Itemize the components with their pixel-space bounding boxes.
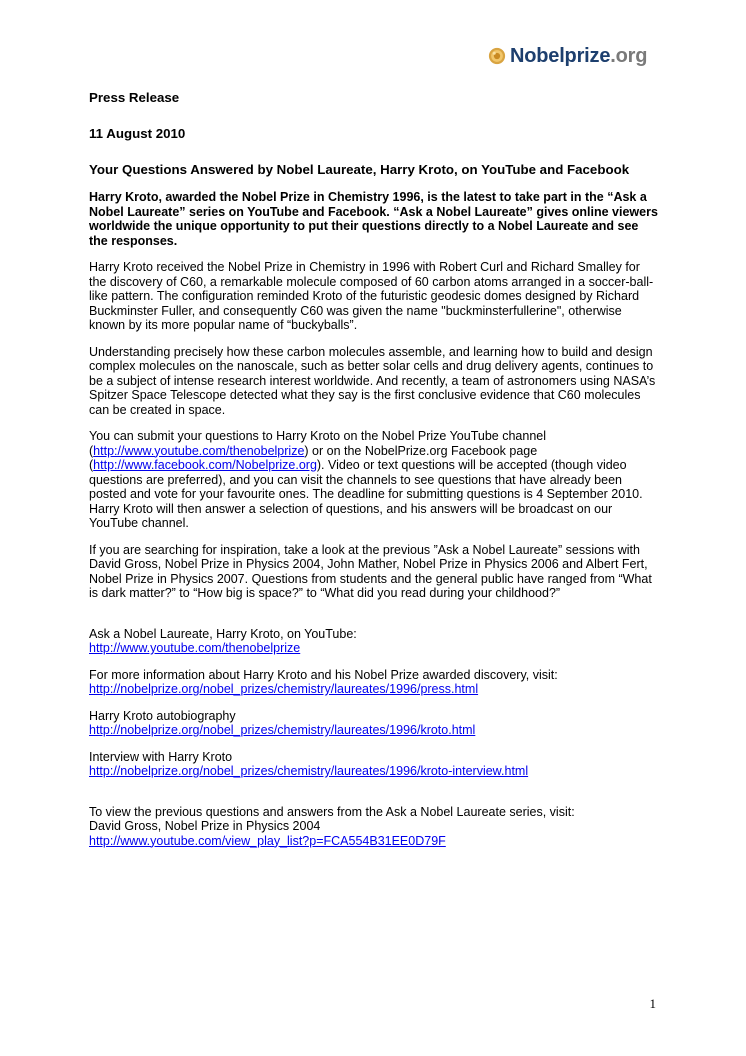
paragraph-inspiration: If you are searching for inspiration, take a look at the previous ”Ask a Nobel Laureate” sessions with David Gross, Nobel Prize in Physics 2004, John Mather, Nobel Prize in Physics 2006 and Albert Fert, Nobel Prize in Physics 2007. Questions from students and the general public have ranged from “What is dark matter?” to “How big is space?” to “What did you read during your childhood?” — [89, 542, 652, 600]
reference-interview — [89, 750, 659, 779]
nobelprize-logo[interactable] — [488, 44, 647, 68]
reference-autobiography — [89, 709, 659, 738]
paragraph-submit — [89, 429, 659, 531]
logo-text — [510, 45, 647, 68]
reference-youtube — [89, 627, 659, 656]
previous-playlist-link[interactable]: http://www.youtube.com/view_play_list?p=FCA554B31EE0D79F — [89, 833, 446, 848]
press-release-label: Press Release — [89, 90, 180, 105]
release-date: 11 August 2010 — [89, 126, 186, 141]
reference-link-youtube[interactable]: http://www.youtube.com/thenobelprize — [89, 641, 301, 655]
reference-link-autobiography[interactable]: http://nobelprize.org/nobel_prizes/chemistry/laureates/1996/kroto.html — [89, 723, 476, 737]
spacer — [89, 791, 659, 805]
paragraph-discovery: Harry Kroto received the Nobel Prize in Chemistry in 1996 with Robert Curl and Richard Smalley for the discovery of C60, a remarkable molecule composed of 60 carbon atoms arranged in a soccer-ball-like pattern. The configuration reminded Kroto of the futuristic geodesic domes designed by Richard Buckminster Fuller, and consequently C60 was given the name "buckminsterfullerine", otherwise known by its more popular name of “buckyballs”. — [89, 260, 654, 332]
reference-link-interview[interactable]: http://nobelprize.org/nobel_prizes/chemistry/laureates/1996/kroto-interview.html — [89, 764, 529, 778]
lead-paragraph: Harry Kroto, awarded the Nobel Prize in Chemistry 1996, is the latest to take part in the “Ask a Nobel Laureate” series on YouTube and Facebook. “Ask a Nobel Laureate” gives online viewers worldwide the unique opportunity to put their questions directly to a Nobel Laureate and see the responses. — [89, 190, 658, 248]
youtube-channel-link[interactable]: http://www.youtube.com/thenobelprize — [93, 443, 305, 458]
reference-press — [89, 668, 659, 697]
reference-label: Harry Kroto autobiography — [89, 708, 236, 723]
reference-label: For more information about Harry Kroto and his Nobel Prize awarded discovery, visit: — [89, 667, 558, 682]
logo-suffix: .org — [610, 44, 648, 67]
paragraph-research: Understanding precisely how these carbon molecules assemble, and learning how to build and design complex molecules on the nanoscale, such as better solar cells and drug delivery agents, continues to be a subject of intense research interest worldwide. And recently, a team of astronomers using NASA’s Spitzer Space Telescope detected what they say is the first conclusive evidence that C60 molecules can be created in space. — [89, 344, 656, 417]
reference-label: Interview with Harry Kroto — [89, 749, 233, 764]
previous-sessions — [89, 805, 659, 849]
submit-text-2: ) or on the NobelPrize.org Facebook page ( — [89, 443, 538, 472]
logo-main: Nobelprize — [510, 44, 611, 67]
reference-link-press[interactable]: http://nobelprize.org/nobel_prizes/chemistry/laureates/1996/press.html — [89, 682, 479, 696]
previous-intro: To view the previous questions and answers from the Ask a Nobel Laureate series, visit: — [89, 804, 575, 819]
submit-text-1: You can submit your questions to Harry Kroto on the Nobel Prize YouTube channel ( — [89, 429, 546, 458]
facebook-page-link[interactable]: http://www.facebook.com/Nobelprize.org — [93, 458, 317, 472]
document-body — [89, 90, 659, 860]
submit-text-3: ). Video or text questions will be accepted (though video questions are preferred), and you can visit the channels to see questions that have already been posted and vote for your favourite ones. The deadline for submitting questions is 4 September 2010. Harry Kroto will then answer a selection of questions, and his answers will be broadcast on our YouTube channel. — [89, 458, 643, 530]
page-number: 1 — [649, 996, 656, 1011]
spacer — [89, 613, 659, 627]
medal-icon — [488, 47, 506, 65]
reference-label: Ask a Nobel Laureate, Harry Kroto, on YouTube: — [89, 626, 357, 641]
page-title: Your Questions Answered by Nobel Laureate, Harry Kroto, on YouTube and Facebook — [89, 162, 630, 177]
previous-label: David Gross, Nobel Prize in Physics 2004 — [89, 819, 321, 833]
